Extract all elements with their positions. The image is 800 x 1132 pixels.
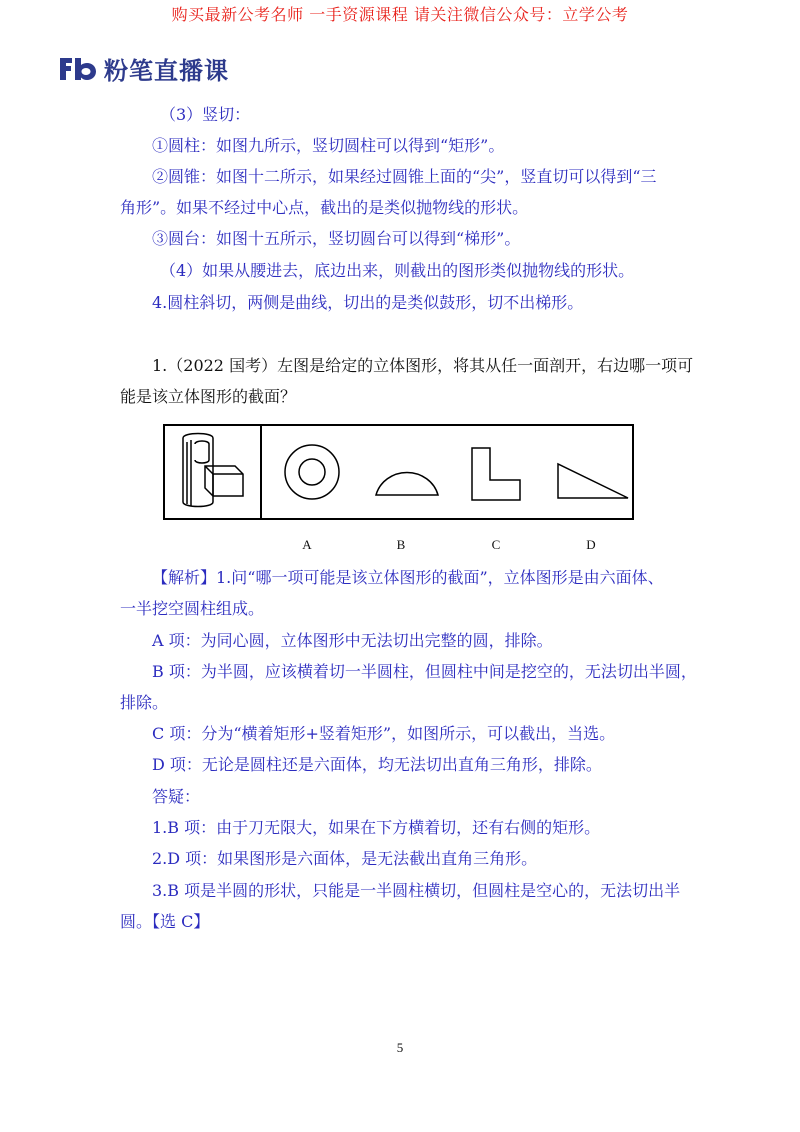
analysis-line: 3.B 项是半圆的形状，只能是一半圆柱横切，但圆柱是空心的，无法切出半 xyxy=(152,881,681,900)
text-line: ②圆锥：如图十二所示，如果经过圆锥上面的“尖”，竖直切可以得到“三 xyxy=(152,167,657,186)
question-line: 能是该立体图形的截面？ xyxy=(120,387,297,406)
analysis-line: 【解析】1.问“哪一项可能是该立体图形的截面”，立体图形是由六面体、 xyxy=(152,568,664,587)
option-label: A xyxy=(302,537,312,552)
brand-name: 粉笔直播课 xyxy=(104,56,229,85)
analysis-line: 一半挖空圆柱组成。 xyxy=(120,599,265,618)
brand-logo xyxy=(56,52,229,84)
solid-figure xyxy=(165,426,259,518)
option-label: D xyxy=(586,537,596,552)
text-line: ③圆台：如图十五所示，竖切圆台可以得到“梯形”。 xyxy=(152,229,521,248)
analysis-line: 1.B 项：由于刀无限大，如果在下方横着切，还有右侧的矩形。 xyxy=(152,818,601,837)
text-line: （3）竖切： xyxy=(160,105,251,124)
analysis-line: A 项：为同心圆，立体图形中无法切出完整的圆，排除。 xyxy=(152,631,553,650)
analysis-line: 答疑： xyxy=(152,787,201,806)
figure-divider xyxy=(260,426,262,518)
option-c-l-shape xyxy=(468,444,528,514)
option-label: B xyxy=(396,537,406,552)
analysis-line: 排除。 xyxy=(120,693,169,712)
text-line: 角形”。如果不经过中心点，截出的是类似抛物线的形状。 xyxy=(120,198,529,217)
option-a-concentric-circles xyxy=(277,437,347,507)
option-label: C xyxy=(491,537,501,552)
analysis-line: D 项：无论是圆柱还是六面体，均无法切出直角三角形，排除。 xyxy=(152,755,602,774)
text-line: 4.圆柱斜切，两侧是曲线，切出的是类似鼓形，切不出梯形。 xyxy=(152,293,584,312)
analysis-line: 圆。【选 C】 xyxy=(120,912,210,931)
text-line: （4）如果从腰进去，底边出来，则截出的图形类似抛物线的形状。 xyxy=(160,261,635,280)
question-line: 1.（2022 国考）左图是给定的立体图形，将其从任一面剖开，右边哪一项可 xyxy=(152,356,694,375)
option-d-right-triangle xyxy=(554,460,634,510)
analysis-line: C 项：分为“横着矩形+竖着矩形”，如图所示，可以截出，当选。 xyxy=(152,724,616,743)
promo-banner: 购买最新公考名师 一手资源课程 请关注微信公众号：立学公考 xyxy=(171,5,629,24)
fb-logo-icon xyxy=(56,54,100,82)
analysis-line: 2.D 项：如果图形是六面体，是无法截出直角三角形。 xyxy=(152,849,538,868)
option-b-semicircle xyxy=(373,461,443,501)
question-figure xyxy=(163,424,634,520)
analysis-line: B 项：为半圆，应该横着切一半圆柱，但圆柱中间是挖空的，无法切出半圆， xyxy=(152,662,697,681)
page-number: 5 xyxy=(396,1040,404,1055)
text-line: ①圆柱：如图九所示，竖切圆柱可以得到“矩形”。 xyxy=(152,136,505,155)
